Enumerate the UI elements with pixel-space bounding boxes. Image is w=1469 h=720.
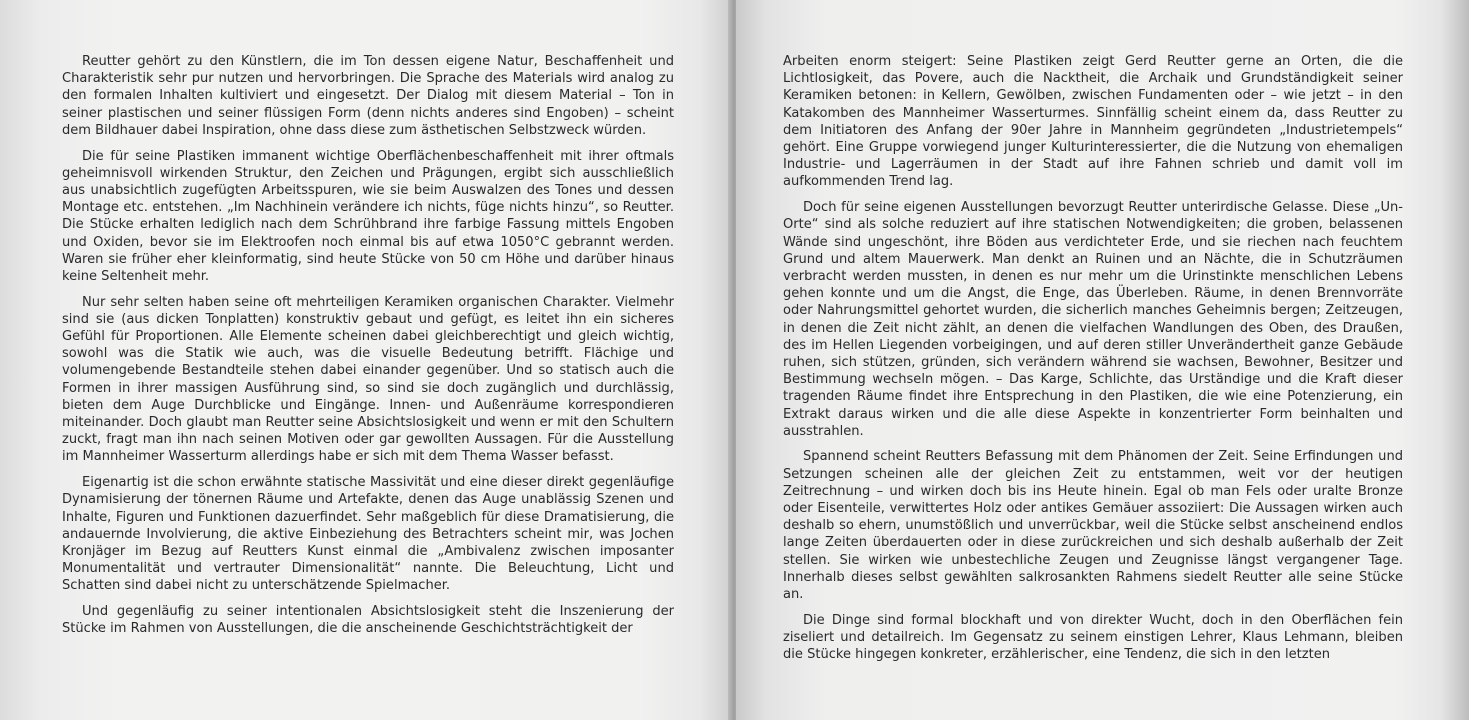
paragraph: Die für seine Plastiken immanent wichtige Oberflächenbeschaffenheit mit ihrer oftmals geheimnisvoll wirkenden Struktur, den Zeichen und Prägungen, ergibt sich ausschließlich aus unabsichtlich zugefügten Arbeitsspuren, wie sie beim Auswalzen des Tones und dessen Montage etc. entstehen. „Im Nachhinein verändere ich nichts, füge nichts hinzu“, so Reutter. Die Stücke erhalten lediglich nach dem Schrühbrand ihre farbige Fassung mittels Engoben und Oxiden, bevor sie im Elektroofen noch einmal bis auf etwa 1050°C gebrannt werden. Waren sie früher eher kleinformatig, sind heute Stücke von 50 cm Höhe und darüber hinaus keine Seltenheit mehr.	[62, 148, 674, 284]
paragraph: Arbeiten enorm steigert: Seine Plastiken zeigt Gerd Reutter gerne an Orten, die die Lichtlosigkeit, das Povere, auch die Nacktheit, die Archaik und Grundständigkeit seiner Keramiken betonen: in Kellern, Gewölben, zwischen Fundamenten oder – wie jetzt – in den Katakomben des Mannheimer Wasserturmes. Sinnfällig scheint einem da, dass Reutter zu dem Initiatoren des Anfang der 90er Jahre in Mannheim gegründeten „Industrietempels“ gehört. Eine Gruppe vorwiegend junger Kulturinteressierter, die die Nutzung von ehemaligen Industrie- und Lagerräumen in der Stadt auf ihre Fahnen schrieb und damit voll im aufkommenden Trend lag.	[783, 54, 1403, 190]
left-page	[0, 0, 732, 720]
paragraph: Doch für seine eigenen Ausstellungen bevorzugt Reutter unterirdische Gelasse. Diese „Un-Orte“ sind als solche reduziert auf ihre statischen Notwendigkeiten; die groben, belassenen Wände sind ungeschönt, ihre Böden aus verdichteter Erde, und sie riechen nach feuchtem Grund und altem Mauerwerk. Man denkt an Ruinen und an Nächte, die in Schutzräumen verbracht werden mussten, in denen es nur mehr um die Urinstinkte menschlichen Lebens gehen konnte und um die Angst, die Enge, das Überleben. Räume, in denen Brennvorräte oder Nahrungsmittel gehortet wurden, die sicherlich manches Geheimnis bergen; Zeitzeugen, in denen die Zeit nicht zählt, an denen die vielfachen Wandlungen des Oben, des Draußen, des im Hellen Liegenden vorbeigingen, und auf deren stiller Unverändertheit ganze Gebäude ruhen, sich stützen, gründen, sich verändern während sie wachsen, Bewohner, Besitzer und Bestimmung wechseln mögen. – Das Karge, Schlichte, das Urständige und die Kraft dieser tragenden Räume findet ihre Entsprechung in den Plastiken, die wie eine Potenzierung, ein Extrakt daraus wirken und die alle diese Aspekte in konzentrierter Form beinhalten und ausstrahlen.	[783, 200, 1403, 439]
paragraph: Die Dinge sind formal blockhaft und von direkter Wucht, doch in den Oberflächen fein ziseliert und detailreich. Im Gegensatz zu seinem einstigen Lehrer, Klaus Lehmann, bleiben die Stücke hingegen konkreter, erzählerischer, eine Tendenz, die sich in den letzten	[783, 612, 1403, 663]
left-text-column	[62, 53, 674, 646]
paragraph: Und gegenläufig zu seiner intentionalen Absichtslosigkeit steht die Inszenierung der Stücke im Rahmen von Ausstellungen, die die anscheinende Geschichtsträchtigkeit der	[62, 604, 674, 637]
paragraph: Nur sehr selten haben seine oft mehrteiligen Keramiken organischen Charakter. Vielmehr sind sie (aus dicken Tonplatten) konstruktiv gebaut und gefügt, es leitet ihn ein sicheres Gefühl für Proportionen. Alle Elemente scheinen dabei gleichberechtigt und gleich wichtig, sowohl was die Statik wie auch, was die visuelle Bedeutung betrifft. Flächige und volumengebende Bestandteile stehen dabei einander gegenüber. Und so statisch auch die Formen in ihrer massigen Ausführung sind, so sind sie doch zugänglich und durchlässig, bieten dem Auge Durchblicke und Eingänge. Innen- und Außenräume korrespondieren miteinander. Doch glaubt man Reutter seine Absichtslosigkeit und wenn er mit den Schultern zuckt, fragt man ihn nach seinen Motiven oder gar gewollten Aussagen. Für die Ausstellung im Mannheimer Wasserturm allerdings habe er sich mit dem Thema Wasser befasst.	[62, 294, 674, 465]
paragraph: Spannend scheint Reutters Befassung mit dem Phänomen der Zeit. Seine Erfindungen und Setzungen scheinen alle der gleichen Zeit zu entstammen, weit vor der heutigen Zeitrechnung – und wirken doch bis ins Heute hinein. Egal ob man Fels oder uralte Bronze oder Eisenteile, verwittertes Holz oder antikes Gemäuer assoziiert: Die Aussagen wirken auch deshalb so ehern, unumstößlich und unverrückbar, weil die Stücke selbst anscheinend endlos lange Zeiten überdauerten oder in diese zurückreichen und sich deshalb außerhalb der Zeit stellen. Sie wirken wie unbestechliche Zeugen und Zeugnisse längst vergangener Tage. Innerhalb dieses selbst gewählten salkrosankten Rahmens siedelt Reutter alle seine Stücke an.	[783, 449, 1403, 603]
right-text-column	[783, 53, 1403, 672]
paragraph: Reutter gehört zu den Künstlern, die im Ton dessen eigene Natur, Beschaffenheit und Charakteristik sehr pur nutzen und hervorbringen. Die Sprache des Materials wird analog zu den formalen Inhalten kultiviert und eingesetzt. Der Dialog mit diesem Material – Ton in seiner plastischen und seiner flüssigen Form (denn nichts anderes sind Engoben) – scheint dem Bildhauer dabei Inspiration, ohne dass diese zum ästhetischen Selbstzweck würden.	[62, 54, 674, 138]
right-page	[736, 0, 1469, 720]
paragraph: Eigenartig ist die schon erwähnte statische Massivität und eine dieser direkt gegenläufige Dynamisierung der tönernen Räume und Artefakte, denen das Auge unablässig Szenen und Inhalte, Figuren und Funktionen dazuerfindet. Sehr maßgeblich für diese Dramatisierung, die andauernde Involvierung, die aktive Einbeziehung des Betrachters scheint mir, was Jochen Kronjäger im Bezug auf Reutters Kunst einmal die „Ambivalenz zwischen imposanter Monumentalität und vertrauter Dimensionalität“ nannte. Die Beleuchtung, Licht und Schatten sind dabei nicht zu unterschätzende Spielmacher.	[62, 475, 674, 594]
